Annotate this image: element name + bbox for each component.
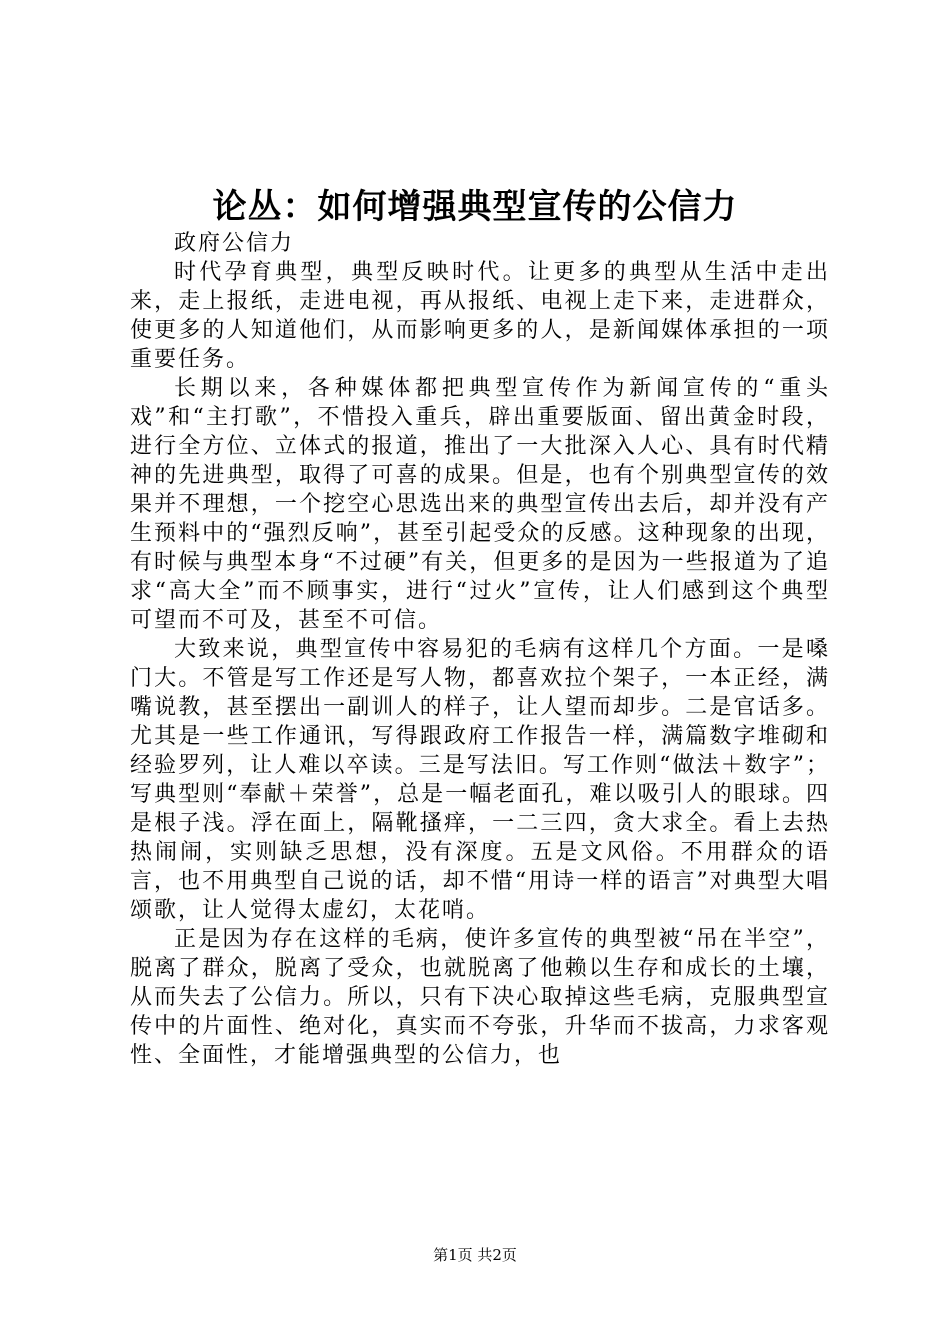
document-body xyxy=(130,229,830,1070)
paragraph-3: 大致来说，典型宣传中容易犯的毛病有这样几个方面。一是嗓门大。不管是写工作还是写人物，都喜欢拉个架子，一本正经，满嘴说教，甚至摆出一副训人的样子，让人望而却步。二是官话多。尤其是一些工作通讯，写得跟政府工作报告一样，满篇数字堆砌和经验罗列，让人难以卒读。三是写法旧。写工作则“做法＋数字”；写典型则“奉献＋荣誉”，总是一幅老面孔，难以吸引人的眼球。四是根子浅。浮在面上，隔靴搔痒，一二三四，贪大求全。看上去热热闹闹，实则缺乏思想，没有深度。五是文风俗。不用群众的语言，也不用典型自己说的话，却不惜“用诗一样的语言”对典型大唱颂歌，让人觉得太虚幻，太花哨。 xyxy=(130,637,830,923)
paragraph-1: 时代孕育典型，典型反映时代。让更多的典型从生活中走出来，走上报纸，走进电视，再从报纸、电视上走下来，走进群众，使更多的人知道他们，从而影响更多的人，是新闻媒体承担的一项重要任务。 xyxy=(130,260,830,372)
document-title: 论丛：如何增强典型宣传的公信力 xyxy=(212,187,738,227)
document-subtitle: 政府公信力 xyxy=(174,231,295,256)
page-number-footer: 第1页 共2页 xyxy=(433,1246,517,1264)
paragraph-2: 长期以来，各种媒体都把典型宣传作为新闻宣传的“重头戏”和“主打歌”，不惜投入重兵，辟出重要版面、留出黄金时段，进行全方位、立体式的报道，推出了一大批深入人心、具有时代精神的先进典型，取得了可喜的成果。但是，也有个别典型宣传的效果并不理想，一个挖空心思选出来的典型宣传出去后，却并没有产生预料中的“强烈反响”，甚至引起受众的反感。这种现象的出现，有时候与典型本身“不过硬”有关，但更多的是因为一些报道为了追求“高大全”而不顾事实，进行“过火”宣传，让人们感到这个典型可望而不可及，甚至不可信。 xyxy=(130,376,830,633)
paragraph-4: 正是因为存在这样的毛病，使许多宣传的典型被“吊在半空”，脱离了群众，脱离了受众，也就脱离了他赖以生存和成长的土壤，从而失去了公信力。所以，只有下决心取掉这些毛病，克服典型宣传中的片面性、绝对化，真实而不夸张，升华而不拔高，力求客观性、全面性，才能增强典型的公信力，也 xyxy=(130,927,830,1068)
